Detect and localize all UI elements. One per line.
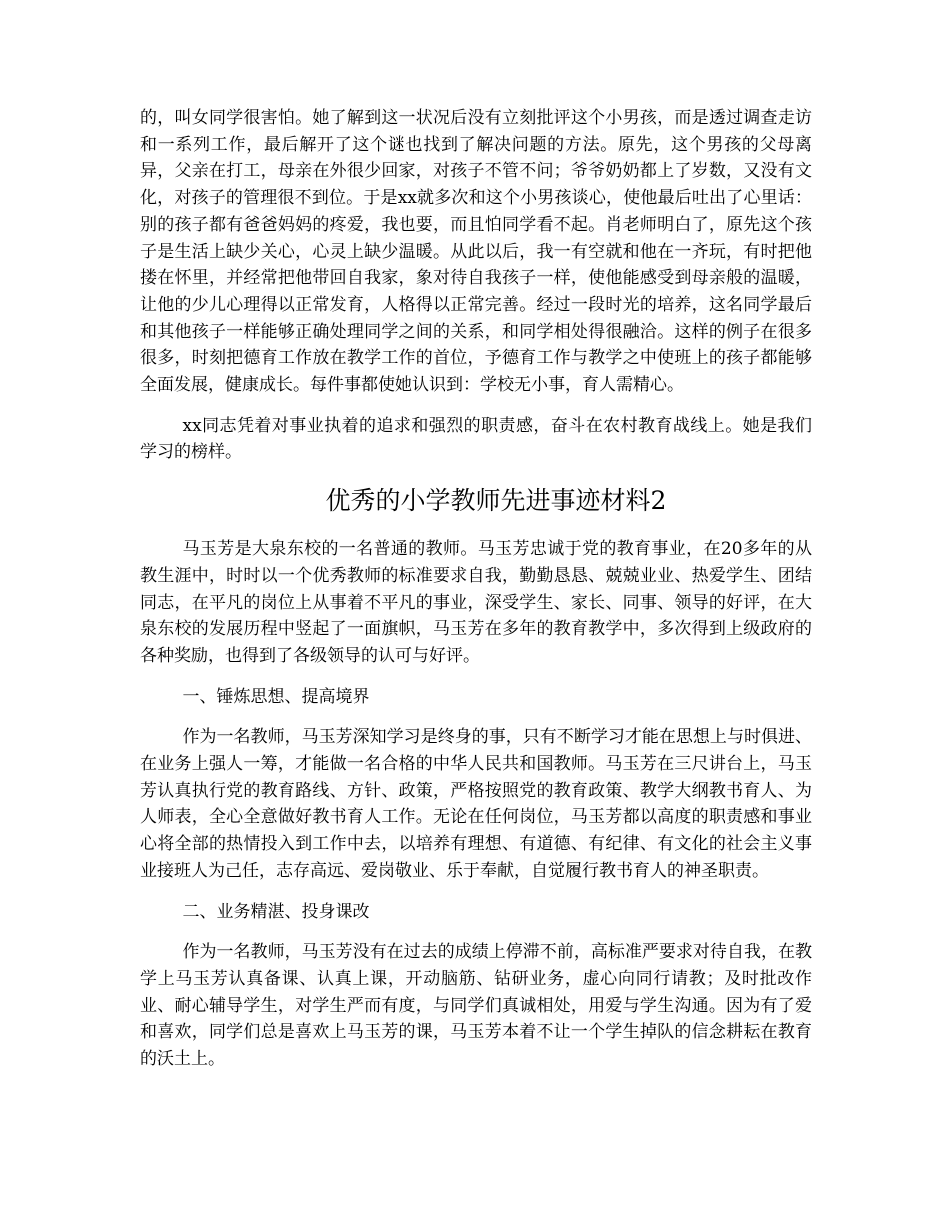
paragraph-intro: 马玉芳是大泉东校的一名普通的教师。马玉芳忠诚于党的教育事业，在20多年的从教生涯中，时时以一个优秀教师的标准要求自我，勤勤恳恳、兢兢业业、热爱学生、团结同志，在平凡的岗位上从事着不平凡的事业，深受学生、家长、同事、领导的好评，在大泉东校的发展历程中竖起了一面旗帜，马玉芳在多年的教育教学中，多次得到上级政府的各种奖励，也得到了各级领导的认可与好评。 — [140, 539, 812, 666]
paragraph-section-1: 作为一名教师，马玉芳深知学习是终身的事，只有不断学习才能在思想上与时俱进、在业务上强人一筹，才能做一名合格的中华人民共和国教师。马玉芳在三尺讲台上，马玉芳认真执行党的教育路线、方针、政策，严格按照党的教育政策、教学大纲教书育人、为人师表，全心全意做好教书育人工作。无论在任何岗位，马玉芳都以高度的职责感和事业心将全部的热情投入到工作中去，以培养有理想、有道德、有纪律、有文化的社会主义事业接班人为己任，志存高远、爱岗敬业、乐于奉献，自觉履行教书育人的神圣职责。 — [140, 727, 812, 881]
document-body — [140, 105, 812, 1073]
paragraph-spacer — [140, 710, 812, 724]
paragraph-spacer — [140, 670, 812, 684]
paragraph-section-2: 作为一名教师，马玉芳没有在过去的成绩上停滞不前，高标准严要求对待自我，在教学上马玉芳认真备课、认真上课，开动脑筋、钻研业务，虚心向同行请教；及时批改作业、耐心辅导学生，对学生严而有度，与同学们真诚相处，用爱与学生沟通。因为有了爱和喜欢，同学们总是喜欢上马玉芳的课，马玉芳本着不让一个学生掉队的信念耕耘在教育的沃土上。 — [140, 942, 812, 1070]
subheading-2: 二、业务精湛、投身课改 — [182, 901, 370, 922]
paragraph-spacer — [140, 399, 812, 413]
section-title: 优秀的小学教师先进事迹材料2 — [325, 486, 667, 516]
subheading-1: 一、锤炼思想、提高境界 — [182, 686, 370, 707]
paragraph-spacer — [140, 925, 812, 939]
paragraph-continued: 的，叫女同学很害怕。她了解到这一状况后没有立刻批评这个小男孩，而是透过调查走访和一系列工作，最后解开了这个谜也找到了解决问题的方法。原先，这个男孩的父母离异，父亲在打工，母亲在外很少回家，对孩子不管不问；爷爷奶奶都上了岁数，又没有文化，对孩子的管理很不到位。于是xx就多次和这个小男孩谈心，使他最后吐出了心里话：别的孩子都有爸爸妈妈的疼爱，我也要，而且怕同学看不起。肖老师明白了，原先这个孩子是生活上缺少关心，心灵上缺少温暖。从此以后，我一有空就和他在一齐玩，有时把他搂在怀里，并经常把他带回自我家，象对待自我孩子一样，使他能感受到母亲般的温暖，让他的少儿心理得以正常发育，人格得以正常完善。经过一段时光的培养，这名同学最后和其他孩子一样能够正确处理同学之间的关系，和同学相处得很融洽。这样的例子在很多很多，时刻把德育工作放在教学工作的首位，予德育工作与教学之中使班上的孩子都能够全面发展，健康成长。每件事都使她认识到：学校无小事，育人需精心。 — [140, 108, 812, 396]
paragraph-spacer — [140, 885, 812, 899]
title-spacer — [140, 518, 812, 536]
title-spacer — [140, 466, 812, 484]
paragraph-closing: xx同志凭着对事业执着的追求和强烈的职责感，奋斗在农村教育战线上。她是我们学习的榜样。 — [140, 415, 812, 463]
